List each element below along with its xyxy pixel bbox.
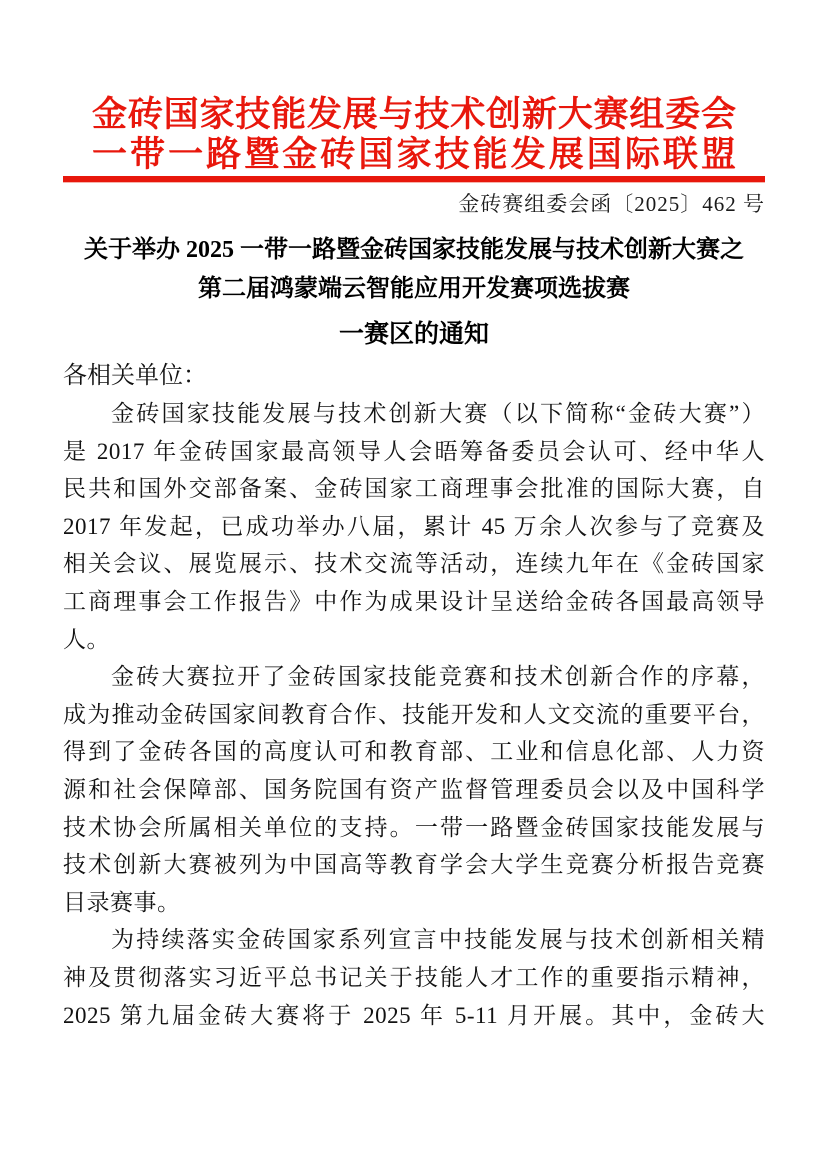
notice-title-line1: 关于举办 2025 一带一路暨金砖国家技能发展与技术创新大赛之	[84, 237, 744, 263]
org-name-line2: 一带一路暨金砖国家技能发展国际联盟	[92, 135, 736, 174]
body-line-p2-l3: 得到了金砖各国的高度认可和教育部、工业和信息化部、人力资	[63, 739, 765, 765]
red-divider-rule	[63, 176, 765, 182]
body-line-p2-l5: 技术协会所属相关单位的支持。一带一路暨金砖国家技能发展与	[63, 814, 765, 840]
body-line-p1-l5: 相关会议、展览展示、技术交流等活动，连续九年在《金砖国家	[63, 551, 765, 577]
body-line-p1-l7: 人。	[63, 626, 110, 652]
body-line-p1-l1: 金砖国家技能发展与技术创新大赛（以下简称“金砖大赛”）	[111, 401, 765, 426]
letterhead	[63, 95, 765, 217]
body-line-p1-l2: 是 2017 年金砖国家最高领导人会晤筹备委员会认可、经中华人	[63, 438, 765, 464]
letterhead-org-names	[63, 95, 765, 175]
body-line-p2-l6: 技术创新大赛被列为中国高等教育学会大学生竞赛分析报告竞赛	[63, 852, 765, 878]
body-line-p1-l3: 民共和国外交部备案、金砖国家工商理事会批准的国际大赛，自	[63, 476, 765, 502]
body-line-p2-l2: 成为推动金砖国家间教育合作、技能开发和人文交流的重要平台，	[63, 701, 765, 727]
notice-title-line2: 第二届鸿蒙端云智能应用开发赛项选拔赛	[198, 276, 630, 302]
body-line-p3-l1: 为持续落实金砖国家系列宣言中技能发展与技术创新相关精	[111, 927, 765, 953]
body-line-p1-l4: 2017 年发起，已成功举办八届，累计 45 万余人次参与了竞赛及	[63, 513, 765, 539]
salutation: 各相关单位：	[63, 363, 207, 389]
body-text	[63, 395, 765, 1034]
org-name-line1: 金砖国家技能发展与技术创新大赛组委会	[92, 95, 736, 134]
notice-title-line3: 一赛区的通知	[338, 321, 489, 348]
notice-title	[63, 231, 765, 354]
document-number: 金砖赛组委会函〔2025〕462 号	[458, 192, 765, 216]
body-line-p3-l3: 2025 第九届金砖大赛将于 2025 年 5-11 月开展。其中，金砖大	[63, 1002, 765, 1028]
body-line-p2-l7: 目录赛事。	[63, 889, 181, 915]
body-line-p2-l1: 金砖大赛拉开了金砖国家技能竞赛和技术创新合作的序幕，	[111, 664, 765, 690]
body-line-p2-l4: 源和社会保障部、国务院国有资产监督管理委员会以及中国科学	[63, 776, 765, 802]
body-line-p1-l6: 工商理事会工作报告》中作为成果设计呈送给金砖各国最高领导	[63, 588, 765, 614]
body-line-p3-l2: 神及贯彻落实习近平总书记关于技能人才工作的重要指示精神，	[63, 964, 765, 990]
